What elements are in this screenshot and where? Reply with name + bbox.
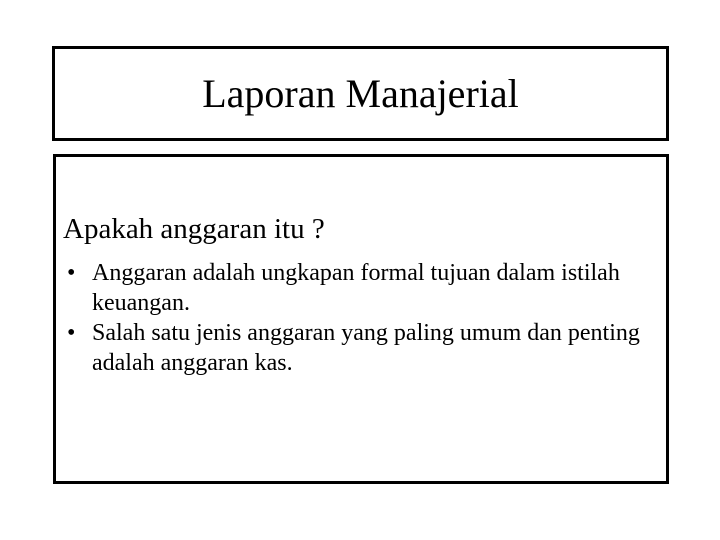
- content-box: [53, 154, 669, 484]
- bullet-text-2: Salah satu jenis anggaran yang paling umum dan penting adalah anggaran kas.: [92, 320, 640, 376]
- bullet-item-2: [63, 318, 653, 378]
- bullet-text-1: Anggaran adalah ungkapan formal tujuan dalam istilah keuangan.: [92, 260, 620, 316]
- bullet-marker-icon: •: [67, 260, 76, 286]
- title-box: [52, 46, 669, 141]
- bullet-list: [63, 258, 653, 378]
- bullet-marker-icon: •: [67, 320, 76, 346]
- slide-heading: Apakah anggaran itu ?: [63, 213, 325, 245]
- slide-title: Laporan Manajerial: [202, 70, 519, 116]
- bullet-item-1: [63, 258, 653, 318]
